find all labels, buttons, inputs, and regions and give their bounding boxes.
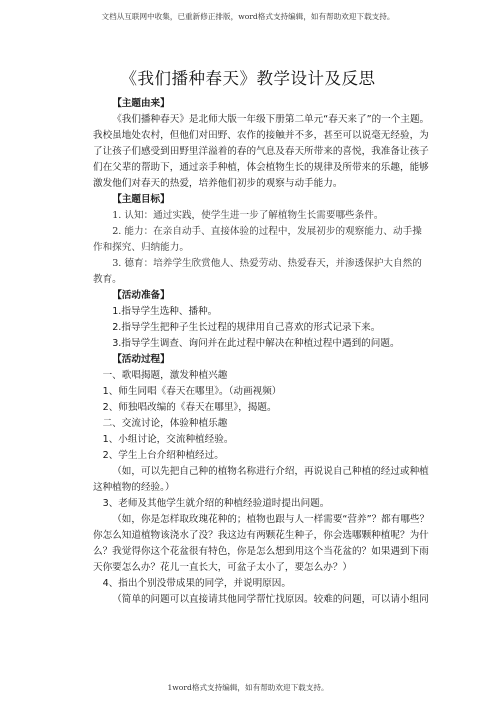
process-step-heading: 一、歌唱揭题，激发种植兴趣 [102,370,228,381]
document-title: 《我们播种春天》教学设计及反思 [120,69,376,88]
goal-item-continued: 作和探究、归纳能力。 [93,242,189,253]
section-heading-origin: 【主题由来】 [112,98,170,109]
section-heading-preparation: 【活动准备】 [112,290,170,301]
goal-item: 1. 认知：通过实践，使学生进一步了解植物生长需要哪些条件。 [112,210,384,221]
section-heading-process: 【活动过程】 [112,354,170,365]
paragraph-line: 我校虽地处农村，但他们对田野、农作的接触并不多，甚至可以说毫无经验，为 [93,130,429,141]
paragraph-line: 们在父辈的帮助下，通过亲手种植，体会植物生长的规律及所带来的乐趣，能够 [93,162,429,173]
paragraph-line: （如，可以先把自己种的植物名称进行介绍，再说说自己种植的经过或种植 [112,466,429,477]
page-footer: 1word格式支持编辑，如有帮助欢迎下载支持。 [167,683,329,692]
process-item: 3、老师及其他学生就介绍的种植经验道时提出问题。 [102,498,330,509]
paragraph-line: 你怎么知道植物该浇水了没？我这边有两颗花生种子，你会选哪颗种植呢？为什 [93,530,429,541]
process-step-heading: 二、交流讨论，体验种植乐趣 [102,418,228,429]
paragraph-line: 天你要怎么办？花儿一直长大，可盆子太小了，要怎么办？） [93,562,353,573]
paragraph-line: 了让孩子们感受到田野里洋溢着的春的气息及春天所带来的喜悦，我准备让孩子 [93,146,429,157]
process-item: 4、指出个别没带成果的同学，并说明原因。 [102,578,291,589]
paragraph-line: 么？我觉得你这个花盆很有特色，你是怎么想到用这个当花盆的？如果遇到下雨 [93,546,429,557]
document-body [93,98,430,610]
goal-item: 2. 能力：在亲自动手、直接体验的过程中，发展初步的观察能力、动手操 [112,226,422,237]
paragraph-line: （简单的问题可以直接请其他同学帮忙找原因。较难的问题，可以请小组同 [112,594,429,605]
section-heading-goals: 【主题目标】 [112,194,170,205]
process-item: 1、小组讨论，交流种植经验。 [102,434,234,445]
paragraph-line: 《我们播种春天》是北师大版一年级下册第二单元“春天来了”的一个主题。 [112,114,430,125]
paragraph-line: 这种植物的经验。） [93,482,175,493]
paragraph-line: （如，你是怎样取玫瑰花种的；植物也跟与人一样需要“营养”？都有哪些？ [112,514,430,525]
process-item: 2、学生上台介绍种植经过。 [102,450,224,461]
goal-item: 3. 德育：培养学生欣赏他人、热爱劳动、热爱春天，并渗透保护大自然的 [112,258,422,269]
preparation-item: 2.指导学生把种子生长过程的规律用自己喜欢的形式记录下来。 [112,322,381,333]
process-item: 2、师独唱改编的《春天在哪里》，揭题。 [102,402,277,413]
paragraph-line: 激发他们对春天的热爱，培养他们初步的观察与动手能力。 [93,178,343,189]
preparation-item: 3.指导学生调查、询问并在此过程中解决在种植过程中遇到的问题。 [112,338,400,349]
process-item: 1、师生同唱《春天在哪里》。（动画视频） [102,386,282,397]
goal-item-continued: 教育。 [93,274,122,285]
preparation-item: 1.指导学生选种、播种。 [112,306,218,317]
page-header: 文档从互联网中收集，已重新修正排版，word格式支持编辑，如有帮助欢迎下载支持。 [101,12,395,21]
